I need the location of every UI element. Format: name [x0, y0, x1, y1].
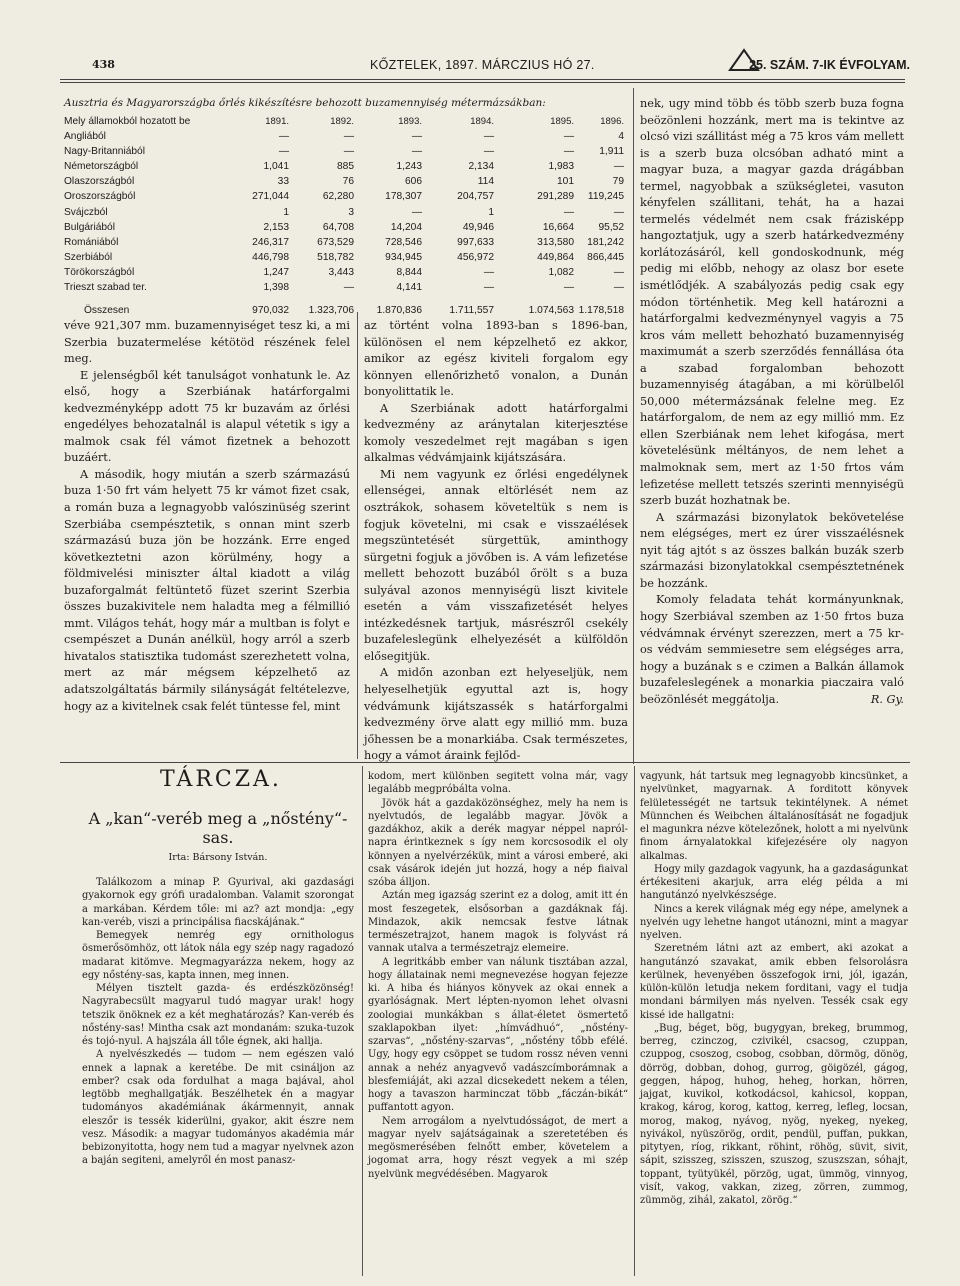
signature: R. Gy.	[870, 693, 904, 707]
table-cell: 446,798	[252, 251, 289, 263]
table-cell: 49,946	[462, 221, 494, 233]
table-cell: 64,708	[322, 221, 354, 233]
table-cell: 4,141	[396, 282, 422, 294]
table-cell: 95,52	[598, 221, 624, 233]
table-cell: 101	[557, 176, 574, 188]
page-header	[60, 56, 910, 78]
table-cell: 1,041	[263, 161, 289, 173]
column-rule	[634, 766, 635, 1276]
tarcza-column-3	[640, 770, 908, 1207]
tarcza-title: TÁRCZA.	[160, 767, 282, 792]
table-cell: 1896.	[600, 116, 624, 127]
header-rule-2	[60, 82, 905, 83]
table-cell: 934,945	[385, 251, 422, 263]
table-cell: 1.870,836	[376, 305, 422, 317]
table-cell: 1894.	[470, 116, 494, 127]
table-cell: 885	[337, 161, 354, 173]
table-cell: 1,247	[263, 266, 289, 278]
table-cell: 3,443	[328, 266, 354, 278]
tarcza-subtitle: A „kan“-veréb meg a „nőstény“-sas.	[88, 809, 348, 847]
row-label: Németországból	[64, 161, 139, 173]
table-cell: —	[483, 131, 494, 143]
table-row	[64, 235, 626, 250]
table-cell: 33	[277, 176, 289, 188]
table-cell: 79	[612, 176, 624, 188]
row-label: Összesen	[84, 305, 130, 317]
paragraph: vagyunk, hát tartsuk meg legnagyobb kincsünket, a nyelvünket, magyarnak. A forditott könyvek felületességét ne tartsuk tekintélynek. A német Münnchen és Weibchen általánosítását ne fogadjuk el magunkra nézve kötelezőnek, holott a mi nyelvünk finom árnyalatokkal kifejezésére oly nagyon alkalmas.	[640, 771, 908, 862]
paragraph: A legritkább ember van nálunk tisztában azzal, hogy állatainak nemi megnevezése hogyan fejezze ki. A hiba és hiányos könyvek az okai ennek a gyarlóságnak. Mert lépten-nyomon lehet olvasni zoologiai munkákban s állat-életet ösmertető szaklapokban ilyet: „hímvádhuó“, „nőstény-szarvas“, „nőstény-szarvas“, „nőstény tőbb efélé. Ugy, hogy egy csöppet se tudom rossz néven venni annak a nehéz anyagvevő vadászcímborámnak a blesfemiáját, aki azzal dicsekedett nekem a télen, hogy a tavaszon harminczat több „fáczán-bikát“ puffantott agyon.	[368, 956, 628, 1114]
table-cell: 970,032	[252, 305, 289, 317]
tarcza-author: Irta: Bársony István.	[168, 852, 268, 863]
column-rule	[633, 88, 634, 764]
table-cell: —	[278, 131, 289, 143]
table-cell: 14,204	[390, 221, 422, 233]
row-label: Törökországból	[64, 266, 135, 278]
table-cell: —	[411, 206, 422, 218]
table-cell: 1	[283, 206, 289, 218]
table-cell: 1892.	[330, 116, 354, 127]
table-cell: —	[563, 131, 574, 143]
table-cell: 1	[488, 206, 494, 218]
table-row	[64, 159, 626, 174]
row-label: Romániából	[64, 236, 119, 248]
row-label: Angliából	[64, 131, 106, 143]
table-row	[64, 144, 626, 159]
column-rule	[362, 766, 363, 1276]
row-label: Nagy-Britanniából	[64, 146, 145, 158]
table-cell: —	[343, 146, 354, 158]
table-cell: 518,782	[317, 251, 354, 263]
row-label: Oroszországból	[64, 191, 136, 203]
table-cell: —	[613, 266, 624, 278]
table-cell: 866,445	[587, 251, 624, 263]
table-cell: 1.178,518	[578, 305, 624, 317]
table-total-row	[64, 303, 626, 318]
publication-title: KŐZTELEK, 1897. MÁRCZIUS HÓ 27.	[370, 58, 595, 72]
row-label: Svájczból	[64, 206, 108, 218]
paragraph: véve 921,307 mm. buzamennyiséget tesz ki, a mi Szerbia buzatermelése kétötöd részének felel meg.	[64, 319, 350, 366]
column-rule	[357, 312, 358, 759]
table-cell: 1893.	[398, 116, 422, 127]
paragraph: Komoly feladata tehát kormányunknak, hogy Szerbiával szemben az 1·50 frtos buza védvámnak érvényt szerezzen, mert a 75 kr-os védvám semmiesetre sem elégséges arra, hogy a buzának s e czimen a Balkán államok buzafeleslegének a monarkia piaczaira való beözönlését meggátolja.	[640, 593, 904, 706]
paragraph: A Szerbiának adott határforgalmi kedvezmény az aránytalan kiterjesztése komoly veszedelmet rejt magában s igen alkalmas védvámjaink kijátszására.	[364, 401, 628, 465]
row-label: Olaszországból	[64, 176, 135, 188]
table-cell: —	[563, 282, 574, 294]
paragraph: Aztán meg igazság szerint ez a dolog, amit itt én most feszegetek, elsősorban a gazdáknak fáj. Mindazok, akik nemcsak festve látnak természetrajzot, hanem magok is folyvást rá vannak utalva a természetrajz elemeire.	[368, 890, 628, 955]
paragraph: Jövök hát a gazdaközönséghez, mely ha nem is nyelvtudós, de legalább magyar. Jövök a gazdákhoz, akik a derék magyar néppel napról-napra érintkeznek s így nem korcsosodik el oly könnyen a nyelvérzékük, mint a városi emberé, aki csak vásárok idején jut hozzá, hogy a nép fiaival szóba álljon.	[368, 797, 628, 888]
table-row	[64, 189, 626, 204]
paragraph: E jelenségből két tanulságot vonhatunk le. Az első, hogy a Szerbiának határforgalmi kedvezményképp adott 75 kr buzavám az őrlési engedélyes behozatalnál is alapul vétetik s igy a malmok csak fél vámot fizetnek a behozott buzáért.	[64, 368, 350, 465]
table-cell: 1895.	[550, 116, 574, 127]
table-row	[64, 174, 626, 189]
import-table	[64, 114, 626, 318]
table-cell: —	[563, 206, 574, 218]
paragraph: A származási bizonylatok bekövetelése nem elégséges, mert ez úrer visszaélésnek nyit tág ajtót s az összes balkán buzák szerb származási bizonylatokkal csempésztetnének be hozzánk.	[640, 510, 904, 590]
table-row	[64, 250, 626, 265]
table-cell: 181,242	[587, 236, 624, 248]
table-cell: —	[343, 282, 354, 294]
table-cell: 119,245	[587, 191, 624, 203]
table-cell: 1,911	[599, 146, 624, 158]
table-cell: 1,082	[548, 266, 574, 278]
table-cell: 246,317	[252, 236, 289, 248]
table-row	[64, 280, 626, 295]
table-cell: 3	[348, 206, 354, 218]
table-cell: 2,153	[263, 221, 289, 233]
table-row	[64, 265, 626, 280]
article-column-1	[64, 318, 350, 715]
paragraph: Találkozom a minap P. Gyurival, aki gazdasági gyakornok egy grófi uradalomban. Valamit szorongat a markában. Kérdem tőle: mi az? azt mondja: „egy kan-veréb, viszi a principálisa fiacskájának.“	[82, 877, 354, 928]
table-cell: 4	[618, 131, 624, 143]
row-label: Trieszt szabad ter.	[64, 282, 147, 294]
table-cell: 1,983	[548, 161, 574, 173]
stamp-mark	[726, 48, 762, 72]
paragraph: A második, hogy miután a szerb származású buza 1·50 frt vám helyett 75 kr vámot fizet csak, a román buza a legnagyobb valószinüség szerint Szerbiába csempésztetik, s onnan mint szerb származású buza jön be hozzánk. Erre enged következtetni azon körülmény, hogy a földmivelési miniszter által kiadott a világ buzaforgalmát feltüntető füzet szerint Szerbia összes buzakivitele nem haladta meg a félmillió mmt. Világos tehát, hogy már a multban is folyt e csempészet a Dunán anélkül, hogy arról a szerb hivatalos statisztika tudomást szerezhetett volna, mert az már mégsem képzelhető az adatszolgáltatás bármily silányságát feltételezve, hogy az a kivitelnek csak felét tüntesse fel, mint	[64, 467, 350, 713]
table-cell: —	[483, 266, 494, 278]
paragraph: „Bug, béget, bög, bugygyan, brekeg, brummog, berreg, czinczog, czivikél, csacsog, czuppan, czuppog, csoszog, csobog, csobban, dörmög, dönög, dörrög, dobban, dohog, gurrog, göigözél, gágog, geggen, hápog, huhog, heheg, horkan, hörren, jajgat, kuvikol, kotkodácsol, kahicsol, koppan, krakog, károg, korog, kattog, kerreg, lefleg, locsan, morog, makog, nyávog, nyög, nyekeg, nyekeg, nyivákol, nyüszörög, ordit, pendül, puffan, pukkan, pitytyen, ríog, rikkant, röhint, röhög, süvit, sivit, sápit, szisszeg, szisszen, szuszog, szuszszan, sóhajt, toppant, tyütyükél, pörzög, ugat, ümmög, vinnyog, visít, vakog, vakkan, zizeg, zörren, zummog, zümmög, zihál, zakatol, zörög.“	[640, 1022, 908, 1206]
table-cell: 1.711,557	[449, 305, 494, 317]
table-cell: —	[613, 282, 624, 294]
tarcza-column-1	[82, 876, 354, 1168]
table-cell: 606	[405, 176, 422, 188]
table-header-row	[64, 114, 626, 129]
table-cell: —	[278, 146, 289, 158]
table-cell: 271,044	[252, 191, 289, 203]
issue-info: 25. SZÁM. 7-IK ÉVFOLYAM.	[749, 58, 910, 72]
paragraph: Bemegyek nemrég egy ornithologus ösmerősömhöz, ott látok nála egy szép nagy ragadozó madarat kitömve. Megmagyarázza nekem, hogy az egy nőstény-sas, kapta innen, meg innen.	[82, 930, 354, 981]
table-cell: —	[411, 131, 422, 143]
table-cell: 1.074,563	[528, 305, 574, 317]
table-cell: 456,972	[457, 251, 494, 263]
table-cell: 997,633	[457, 236, 494, 248]
table-cell: 76	[342, 176, 354, 188]
table-cell: 1,398	[263, 282, 289, 294]
paragraph: Hogy mily gazdagok vagyunk, ha a gazdaságunkat értékesiteni akarjuk, arra elég példa a mi hangutánzó nyelvkészsége.	[640, 863, 908, 902]
row-label: Szerbiából	[64, 251, 113, 263]
table-cell: 204,757	[457, 191, 494, 203]
table-row	[64, 220, 626, 235]
row-label: Mely államokból hozatott be	[64, 116, 191, 127]
table-cell: 313,580	[537, 236, 574, 248]
table-cell: 291,289	[537, 191, 574, 203]
table-cell: 449,864	[537, 251, 574, 263]
paragraph: Szeretném látni azt az embert, aki azokat a hangutánzó szavakat, amik ebben felsorolásra kerülnek, hevenyében összefogok irni, jól, igazán, külön-külön letudja nekem forditani, vagy el tudja mondani bármilyen más nyelven. Tessék csak egy kissé ide hallgatni:	[640, 943, 908, 1021]
table-cell: 728,546	[385, 236, 422, 248]
table-cell: —	[613, 206, 624, 218]
table-cell: —	[343, 131, 354, 143]
table-cell: 1,243	[396, 161, 422, 173]
paragraph: Nem arrogálom a nyelvtudósságot, de mert a magyar nyelv sajátságainak a szeretetében és megösmerésében felnőtt ember, követelem a jogomat arra, hogy részt vegyek a mi szép nyelvünk megvédésében. Magyarok	[368, 1115, 628, 1180]
table-cell: 1891.	[265, 116, 289, 127]
row-label: Bulgáriából	[64, 221, 115, 233]
paragraph: Mi nem vagyunk ez őrlési engedélynek ellenségei, annak eltörlését nem az osztrákok, sohasem követeltük s nem is fogjuk követelni, mi csak e visszaélések megszüntetését sürgettük, aminthogy sürgetni fogjuk a jövőben is. A vám lefizetése mellett behozott buzából őrölt s a buza sulyával azonos mennyiségü liszt kivitele esetén a vám visszafizetését helyes intézkedésnek tartjuk, másrészről csekély buzafeleslegünk elhelyezését a külföldön elősegitjük.	[364, 467, 628, 663]
paragraph: Mélyen tisztelt gazda- és erdészközönség! Nagyrabecsült magyarul tudó magyar urak! hogy tetszik önöknek ez a két meghatározás? Kan-veréb és nőstény-sas! Mintha csak azt mondanám: szuka-tuzok és tojó-nyul. A hajszála áll tőle égnek, aki hallja.	[82, 983, 354, 1047]
table-cell: 673,529	[317, 236, 354, 248]
paragraph: az történt volna 1893-ban s 1896-ban, különösen el nem képzelhető ez akkor, amikor az egész kiviteli forgalom egy könnyen ellenőrizhető vonalon, a Dunán bonyolittatik le.	[364, 319, 628, 399]
table-cell: —	[563, 146, 574, 158]
table-cell: —	[483, 282, 494, 294]
table-cell: —	[613, 161, 624, 173]
table-cell: 2,134	[468, 161, 494, 173]
table-cell: 62,280	[322, 191, 354, 203]
table-cell: —	[411, 146, 422, 158]
table-cell: 16,664	[542, 221, 574, 233]
table-cell: 114	[477, 176, 494, 188]
tarcza-column-2	[368, 770, 628, 1181]
paragraph: Nincs a kerek világnak még egy népe, amelynek a nyelvén ugy lehetne hangot utánozni, mint a magyar nyelven.	[640, 903, 908, 941]
paragraph: A nyelvészkedés — tudom — nem egészen való ennek a lapnak a keretébe. De mit csináljon az ember? csak oda fordulhat a maga bajával, ahol legtöbb meghallgatják. Beszélhetek én a magyar tudományos akadémiának ákármennyit, annak eleszőr is tessék kiderülni, gyakor, akit észre nem vesz. Második: a magyar tudományos akadémia már bebizonyitotta, hogy nem tud a magyar nyelvnek azon a baján segiteni, amelyről én most panasz-	[82, 1049, 354, 1167]
page-number: 438	[92, 58, 115, 71]
table-row	[64, 129, 626, 144]
paragraph: nek, ugy mind több és több szerb buza fogna beözönleni hozzánk, mert ma is tekintve az olcsó vizi szállitást még a 75 kros vám mellett is a szerb buza olcsóban adható mint a magyar buza, a magyar gazda drágábban termel, nagyobbak a szükségletei, vasuton kényfelen szállitani, tehát, ha a hazai termelés védelmét nem csak frázisképp hangoztatjuk, ugy a szerb határkedvezmény korlátozásáról, kell gondoskodnunk, még pedig mi előbb, nehogy az olasz bor esete ismétlődjék. A szabályozás pedig csak egy módon történhetik. Meg kell határozni a határforgalmi kedvezménynyel vagyis a 75 kros vám mellett behozható buzamennyiség maximumát a szerb szerződés fennállása óta a szabad forgalomban behozott buzamennyiség átagában, a mi körülbelől 50,000 métermázsának felelne meg. Ez határforgalom, de nem az egy millió mm. Ez ellen Szerbiának nem lehet kifogása, mert követelésünk méltányos, de nem lehet a malmoknak sem, mert az 1·50 frtos vám lefizetése mellett tetszés szerinti mennyiségü szerb buzát hozhatnak be.	[640, 97, 904, 508]
header-rule	[60, 79, 905, 80]
table-cell: —	[483, 146, 494, 158]
table-cell: 178,307	[385, 191, 422, 203]
paragraph: A midőn azonban ezt helyeseljük, nem helyeselhetjük egyuttal azt is, hogy védvámunk kijátszassék s határforgalmi kedvezmény örve alatt egy millió mm. buza jőhessen be a monarkiába. Csak természetes, hogy a vámot áraink fejlőd-	[364, 666, 628, 763]
table-cell: 8,844	[396, 266, 422, 278]
table-caption: Ausztria és Magyarországba őrlés kikészítésre behozott buzamennyiség métermázsákban:	[64, 97, 546, 109]
table-row	[64, 205, 626, 220]
table-cell: 1.323,706	[308, 305, 354, 317]
paragraph: kodom, mert különben segitett volna már, vagy legalább megpróbálta volna.	[368, 771, 628, 796]
article-column-2	[364, 318, 628, 765]
article-column-3	[640, 96, 904, 709]
